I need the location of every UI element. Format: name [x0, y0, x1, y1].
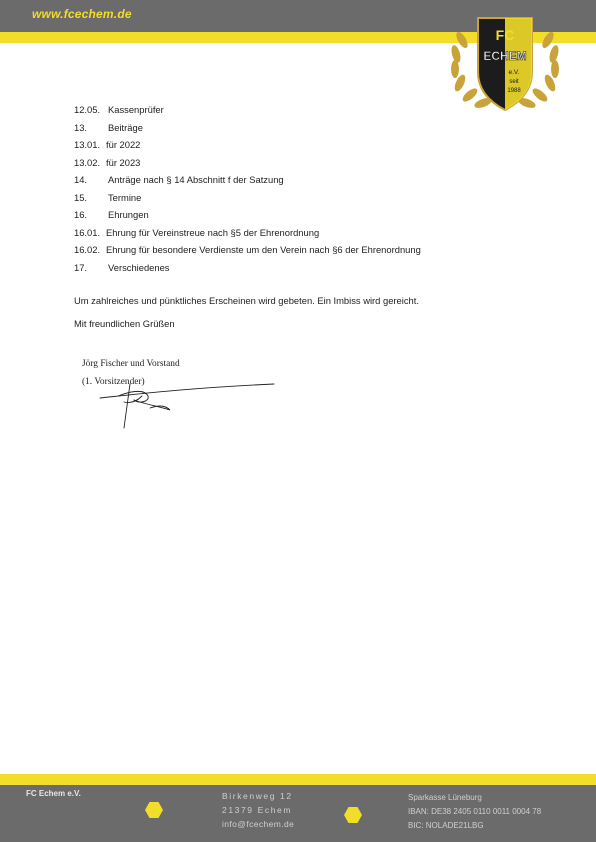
agenda-number: 16.02.: [74, 244, 101, 255]
agenda-number: 15.: [74, 191, 88, 203]
agenda-number: 17.: [74, 261, 88, 273]
logo-text-seit: seit: [509, 79, 519, 85]
greeting: Mit freundlichen Grüßen: [74, 318, 175, 329]
agenda-item: [74, 119, 494, 137]
agenda-text: Ehrung für Vereinstreue nach §5 der Ehrenordnung: [106, 226, 320, 238]
agenda-item: [74, 171, 494, 189]
agenda-number: 13.: [74, 121, 88, 133]
agenda-item: [74, 154, 494, 172]
agenda-item: [74, 101, 494, 119]
footer-email[interactable]: info@fcechem.de: [222, 819, 295, 829]
agenda-item: [74, 259, 494, 277]
footer-stripe: [0, 774, 596, 785]
agenda-item: [74, 224, 494, 242]
logo-text-ev: e.V.: [508, 69, 520, 76]
agenda-text: Beiträge: [108, 121, 143, 133]
agenda-list: [74, 101, 494, 276]
agenda-text: Anträge nach § 14 Abschnitt f der Satzung: [108, 174, 284, 185]
footer-club-name: FC Echem e.V.: [26, 789, 81, 798]
agenda-item: [74, 241, 494, 259]
logo-text-echem: ECHEM: [483, 49, 527, 63]
agenda-number: 13.02.: [74, 156, 101, 168]
hexagon-icon: [145, 802, 163, 818]
footer-bic: BIC: NOLADE21LBG: [408, 821, 484, 830]
agenda-text: Ehrungen: [108, 209, 149, 220]
handwritten-signature: [98, 374, 278, 430]
website-url[interactable]: www.fcechem.de: [32, 7, 132, 21]
agenda-number: 12.05.: [74, 104, 101, 115]
footer-street: Birkenweg 12: [222, 791, 293, 801]
agenda-text: Ehrung für besondere Verdienste um den Verein nach §6 der Ehrenordnung: [106, 244, 421, 255]
agenda-text: Kassenprüfer: [108, 104, 164, 115]
agenda-text: Termine: [108, 191, 142, 203]
agenda-item: [74, 189, 494, 207]
footer-bank-name: Sparkasse Lüneburg: [408, 793, 482, 802]
agenda-number: 14.: [74, 174, 88, 185]
agenda-number: 16.01.: [74, 226, 101, 238]
agenda-text: für 2022: [106, 139, 141, 150]
agenda-item: [74, 206, 494, 224]
agenda-item: [74, 136, 494, 154]
closing-note: Um zahlreiches und pünktliches Erscheinen wird gebeten. Ein Imbiss wird gereicht.: [74, 295, 419, 306]
hexagon-icon: [344, 807, 362, 823]
signer-name: Jörg Fischer und Vorstand: [82, 359, 180, 369]
agenda-number: 16.: [74, 209, 88, 220]
signer-role: (1. Vorsitzender): [82, 377, 145, 387]
agenda-text: Verschiedenes: [108, 261, 170, 273]
footer-city: 21379 Echem: [222, 805, 293, 815]
agenda-text: für 2023: [106, 156, 141, 168]
logo-text-year: 1988: [507, 88, 521, 94]
footer-iban: IBAN: DE38 2405 0110 0011 0004 78: [408, 807, 542, 816]
logo-text-fc: FC: [495, 27, 515, 43]
agenda-number: 13.01.: [74, 139, 101, 150]
